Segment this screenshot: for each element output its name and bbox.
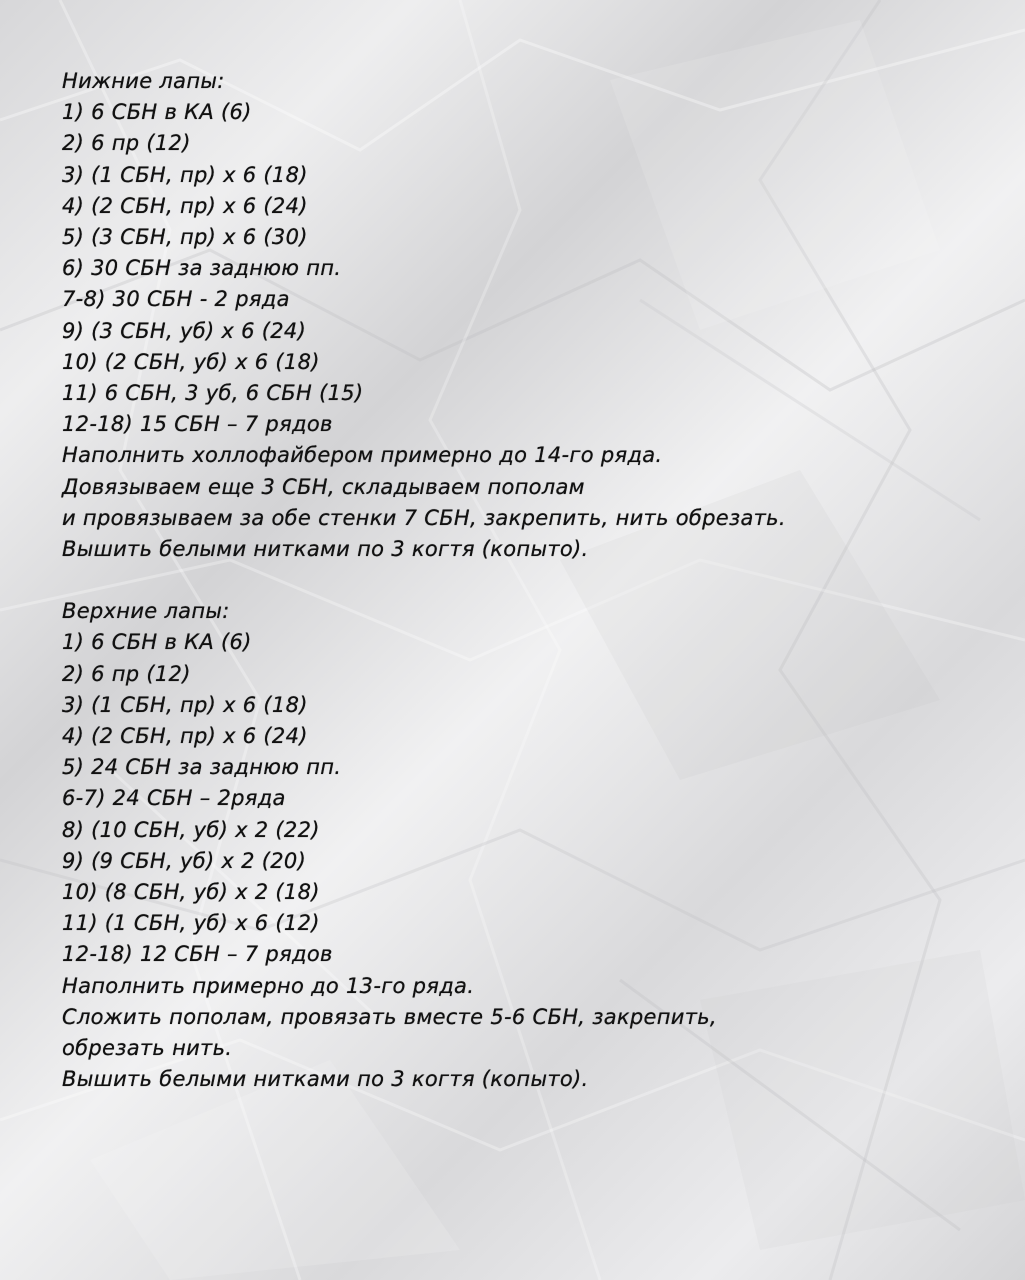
section-spacer xyxy=(62,565,1002,596)
instruction-line: 8) (10 СБН, уб) х 2 (22) xyxy=(62,817,320,842)
section-lower-paws xyxy=(62,66,1002,565)
instruction-line: Вышить белыми нитками по 3 когтя (копыто). xyxy=(62,537,589,562)
instruction-line: 10) (2 СБН, уб) х 6 (18) xyxy=(62,349,320,374)
instruction-line: 2) 6 пр (12) xyxy=(62,661,191,686)
instruction-line: 10) (8 СБН, уб) х 2 (18) xyxy=(62,880,320,905)
instruction-line: 3) (1 СБН, пр) х 6 (18) xyxy=(62,692,308,717)
section-upper-paws xyxy=(62,596,1002,1095)
instruction-line: 9) (9 СБН, уб) х 2 (20) xyxy=(62,848,307,873)
instruction-line: и провязываем за обе стенки 7 СБН, закрепить, нить обрезать. xyxy=(62,505,786,530)
instruction-line: Вышить белыми нитками по 3 когтя (копыто). xyxy=(62,1067,589,1092)
instruction-line: 5) (3 СБН, пр) х 6 (30) xyxy=(62,225,308,250)
instruction-line: Наполнить примерно до 13-го ряда. xyxy=(62,973,475,998)
section-title-lower-paws: Нижние лапы: xyxy=(62,69,225,93)
instruction-line: 4) (2 СБН, пр) х 6 (24) xyxy=(62,724,308,749)
instruction-line: Сложить пополам, провязать вместе 5-6 СБН, закрепить, xyxy=(62,1004,717,1029)
instruction-line: 6) 30 СБН за заднюю пп. xyxy=(62,256,342,281)
instruction-line: 11) (1 СБН, уб) х 6 (12) xyxy=(62,911,320,936)
instruction-line: 9) (3 СБН, уб) х 6 (24) xyxy=(62,318,307,343)
instruction-line: 1) 6 СБН в КА (6) xyxy=(62,100,252,125)
section-title-upper-paws: Верхние лапы: xyxy=(62,599,230,624)
instruction-line: Наполнить холлофайбером примерно до 14-го ряда. xyxy=(62,443,663,468)
instruction-line: 7-8) 30 СБН - 2 ряда xyxy=(62,287,290,312)
instruction-line: 4) (2 СБН, пр) х 6 (24) xyxy=(62,193,308,218)
instruction-line: обрезать нить. xyxy=(62,1036,233,1061)
instruction-line: 12-18) 15 СБН – 7 рядов xyxy=(62,412,333,437)
instruction-line: 11) 6 СБН, 3 уб, 6 СБН (15) xyxy=(62,381,364,406)
instruction-line: Довязываем еще 3 СБН, складываем пополам xyxy=(62,474,585,499)
instruction-line: 12-18) 12 СБН – 7 рядов xyxy=(62,942,333,967)
instruction-line: 2) 6 пр (12) xyxy=(62,131,191,156)
pattern-text xyxy=(62,66,1002,1096)
instruction-line: 1) 6 СБН в КА (6) xyxy=(62,630,252,655)
instruction-line: 3) (1 СБН, пр) х 6 (18) xyxy=(62,162,308,187)
instruction-line: 6-7) 24 СБН – 2ряда xyxy=(62,786,286,811)
instruction-line: 5) 24 СБН за заднюю пп. xyxy=(62,755,342,780)
